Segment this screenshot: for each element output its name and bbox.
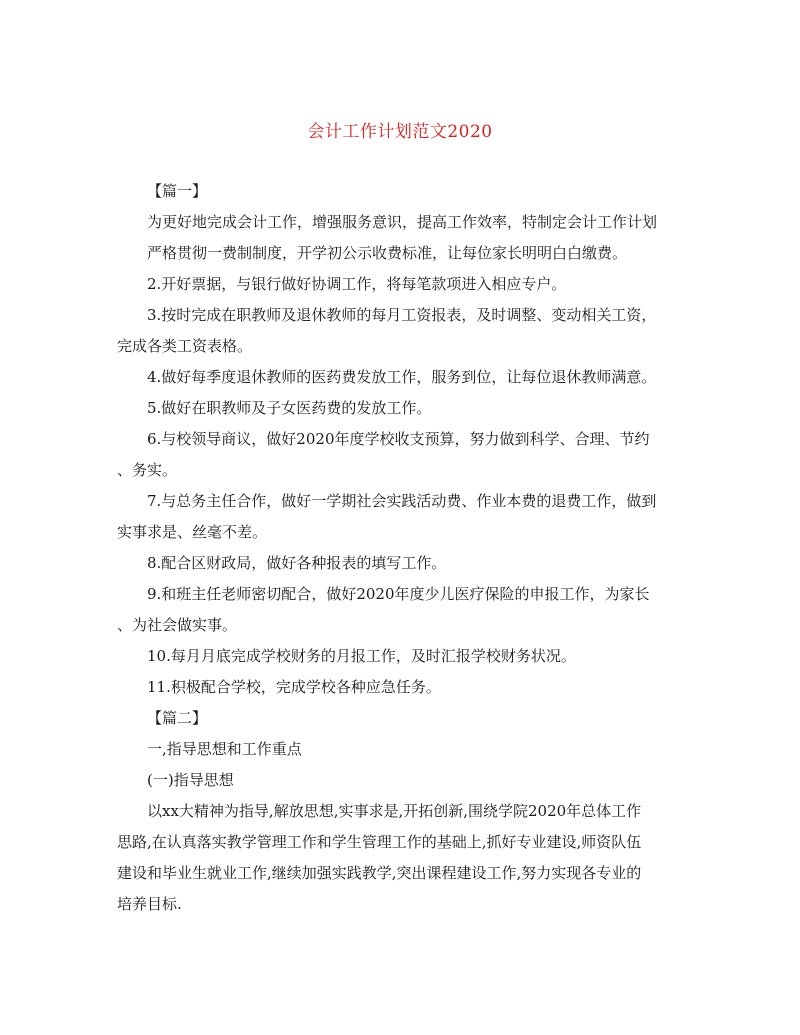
text-line: 以xx大精神为指导,解放思想,实事求是,开拓创新,围绕学院2020年总体工作 (147, 802, 642, 820)
text-line: 为更好地完成会计工作，增强服务意识，提高工作效率，特制定会计工作计划 (147, 213, 658, 231)
document-body (117, 176, 692, 920)
text-line: 8.配合区财政局，做好各种报表的填写工作。 (147, 554, 447, 572)
text-line: 5.做好在职教师及子女医药费的发放工作。 (147, 399, 432, 417)
text-line: 6.与校领导商议，做好2020年度学校收支预算，努力做到科学、合理、节约 (147, 430, 650, 448)
text-line: 完成各类工资表格。 (117, 337, 253, 355)
text-line: 9.和班主任老师密切配合，做好2020年度少儿医疗保险的申报工作，为家长 (147, 585, 650, 603)
text-line: 4.做好每季度退休教师的医药费发放工作，服务到位，让每位退休教师满意。 (147, 368, 657, 386)
text-line: 3.按时完成在职教师及退休教师的每月工资报表，及时调整、变动相关工资， (147, 306, 657, 324)
text-line: 10.每月月底完成学校财务的月报工作，及时汇报学校财务状况。 (147, 647, 576, 665)
text-line: 严格贯彻一费制制度，开学初公示收费标准，让每位家长明明白白缴费。 (147, 244, 628, 262)
text-line: (一)指导思想 (147, 771, 234, 789)
text-line: 实事求是、丝毫不差。 (117, 523, 268, 541)
text-line: 11.积极配合学校，完成学校各种应急任务。 (147, 678, 441, 696)
text-line: 培养目标. (117, 895, 182, 913)
text-line: 一,指导思想和工作重点 (147, 740, 302, 758)
text-line: 【篇一】 (147, 182, 208, 200)
text-line: 思路,在认真落实教学管理工作和学生管理工作的基础上,抓好专业建设,师资队伍 (117, 833, 642, 851)
text-line: 7.与总务主任合作，做好一学期社会实践活动费、作业本费的退费工作，做到 (147, 492, 657, 510)
document-title: 会计工作计划范文2020 (307, 122, 493, 142)
text-line: 建设和毕业生就业工作,继续加强实践教学,突出课程建设工作,努力实现各专业的 (117, 864, 642, 882)
text-line: 、为社会做实事。 (117, 616, 238, 634)
text-line: 2.开好票据，与银行做好协调工作，将每笔款项进入相应专户。 (147, 275, 567, 293)
text-line: 【篇二】 (147, 709, 208, 727)
text-line: 、务实。 (117, 461, 178, 479)
